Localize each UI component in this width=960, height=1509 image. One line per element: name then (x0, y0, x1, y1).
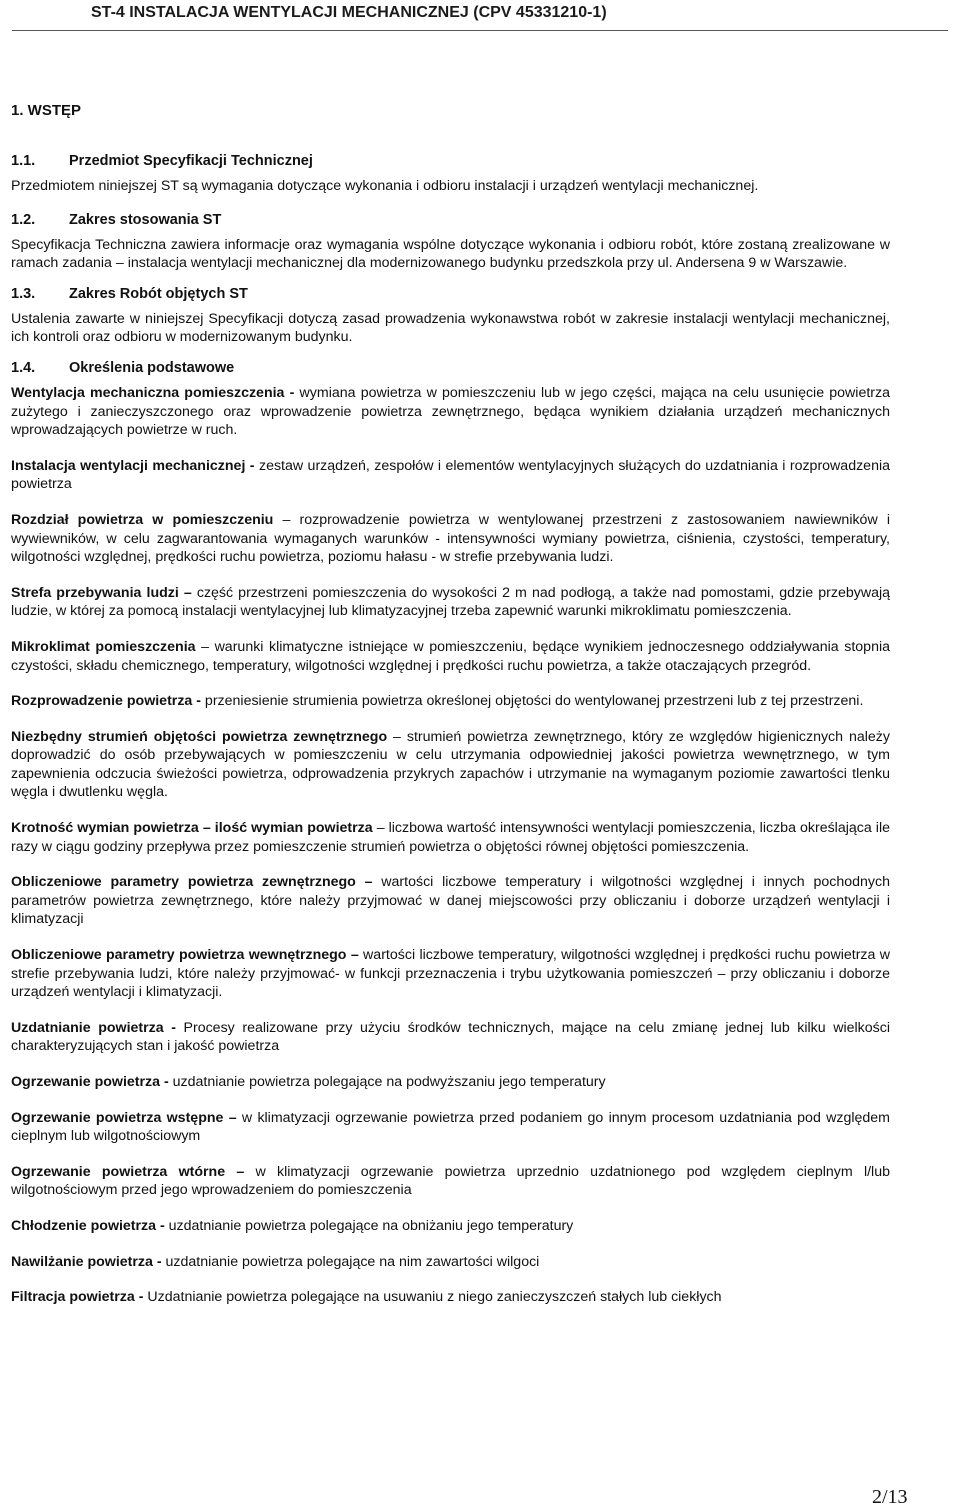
section-heading: 1. WSTĘP (11, 102, 82, 119)
definition-entry (11, 638, 890, 675)
subsection-heading-1-4 (11, 358, 890, 378)
definition-entry (11, 728, 890, 802)
definition-text: uzdatnianie powietrza polegające na nim zawartości wilgoci (161, 1253, 540, 1270)
definition-entry (11, 1019, 890, 1056)
definition-term: Niezbędny strumień objętości powietrza zewnętrznego (11, 728, 388, 745)
definition-text: – strumień powietrza zewnętrznego, który ze względów higienicznych należy doprowadzić do osób przebywających w pomieszczeniu w celu utrzymania odpowiedniej jakości powietrza wewnętrznego, w tym zapewnienia odczucia świeżości powietrza, odprowadzenia przykrych zapachów i utrzymanie na wymaganym poziomie zawartości tlenku węgla i dwutlenku węgla. (11, 728, 890, 801)
definition-term: Filtracja powietrza - (11, 1289, 144, 1306)
subsection-title: Zakres stosowania ST (69, 211, 222, 228)
definition-text: wymiana powietrza w pomieszczeniu lub w jego części, mająca na celu usunięcie powietrza zużytego i zanieczyszczonego oraz wprowadzenie powietrza zewnętrznego, będąca wynikiem działania urządzeń mechanicznych wprowadzających powietrze w ruch. (11, 384, 890, 439)
subsection-paragraph: Ustalenia zawarte w niniejszej Specyfikacji dotyczą zasad prowadzenia wykonawstwa robót w zakresie instalacji wentylacji mechanicznej, ich kontroli oraz odbioru w modernizowanym budynku. (11, 310, 890, 346)
subsection-number: 1.1. (11, 153, 36, 169)
definition-text: część przestrzeni pomieszczenia do wysokości 2 m nad podłogą, a także nad pomostami, gdzie przebywają ludzie, w której za pomocą instalacji wentylacyjnej lub klimatyzacyjnej trzeba zapewnić warunki mikroklimatu pomieszczenia. (11, 584, 890, 620)
definition-entry (11, 819, 890, 856)
definition-term: Nawilżanie powietrza - (11, 1253, 162, 1270)
definition-entry (11, 1073, 890, 1092)
subsection-heading-1-2 (11, 210, 890, 230)
document-title: ST-4 INSTALACJA WENTYLACJI MECHANICZNEJ (CPV 45331210-1) (91, 4, 607, 21)
definition-term: Instalacja wentylacji mechanicznej - (11, 457, 255, 474)
definition-entry (11, 1253, 890, 1272)
subsection-number: 1.2. (11, 211, 36, 228)
definition-text: uzdatnianie powietrza polegające na podwyższaniu jego temperatury (168, 1074, 606, 1090)
definitions-list (11, 384, 890, 1307)
page-header (0, 0, 960, 36)
definition-entry (11, 946, 890, 1002)
subsection-title: Przedmiot Specyfikacji Technicznej (69, 153, 313, 169)
subsection-heading-1-1 (11, 151, 890, 171)
subsection-paragraph: Specyfikacja Techniczna zawiera informacje oraz wymagania wspólne dotyczące wykonania i odbioru robót, które zostaną zrealizowane w ramach zadania – instalacja wentylacji mechanicznej dla modernizowanego budynku przedszkola przy ul. Andersena 9 w Warszawie. (11, 236, 890, 272)
header-divider (12, 30, 948, 31)
subsection-title: Określenia podstawowe (69, 359, 235, 376)
definition-entry (11, 511, 890, 567)
definition-text: zestaw urządzeń, zespołów i elementów wentylacyjnych służących do uzdatniania i rozprowadzenia powietrza (11, 457, 890, 493)
definition-text: uzdatnianie powietrza polegające na obniżaniu jego temperatury (164, 1217, 574, 1234)
definition-text: wartości liczbowe temperatury, wilgotności względnej i prędkości ruchu powietrza w strefie przebywania ludzi, które należy przyjmować- w funkcji przeznaczenia i trybu użytkowania pomieszczeń – przy obliczaniu i doborze urządzeń wentylacji i klimatyzacji. (11, 947, 890, 1001)
definition-entry (11, 1109, 890, 1146)
definition-term: Wentylacja mechaniczna pomieszczenia - (11, 384, 295, 401)
definition-text: w klimatyzacji ogrzewanie powietrza przed podaniem go innym procesom uzdatniania pod względem cieplnym lub wilgotnościowym (11, 1109, 891, 1145)
definition-text: Procesy realizowane przy użyciu środków technicznych, mające na celu zmianę jednej lub kilku wielkości charakteryzujących stan i jakość powietrza (11, 1019, 891, 1055)
definition-term: Uzdatnianie powietrza - (11, 1019, 176, 1036)
definition-term: Chłodzenie powietrza - (11, 1217, 165, 1234)
definition-text: – warunki klimatyczne istniejące w pomieszczeniu, będące wynikiem jednoczesnego oddziaływania stopnia czystości, składu chemicznego, temperatury, wilgotności względnej i prędkości ruchu powietrza, a także otaczających przegród. (11, 638, 891, 674)
definition-term: Ogrzewanie powietrza wtórne – (11, 1163, 245, 1180)
definition-entry (11, 457, 890, 494)
definition-term: Rozprowadzenie powietrza - (11, 693, 201, 710)
definition-text: – liczbowa wartość intensywności wentylacji pomieszczenia, liczba określająca ile razy w ciągu godziny przepływa przez pomieszczenie strumień powietrza o objętości równej objętości pomieszczenia. (11, 820, 890, 855)
definition-term: Ogrzewanie powietrza wstępne – (11, 1109, 237, 1126)
definition-entry (11, 584, 890, 621)
definition-entry (11, 1288, 890, 1307)
definition-entry (11, 692, 890, 711)
subsection-number: 1.3. (11, 285, 36, 302)
definition-entry (11, 384, 890, 440)
definition-term: Rozdział powietrza w pomieszczeniu (11, 511, 274, 528)
definition-term: Krotność wymian powietrza – ilość wymian powietrza (11, 820, 373, 837)
subsection-title: Zakres Robót objętych ST (69, 285, 248, 302)
definition-term: Obliczeniowe parametry powietrza wewnętrznego – (11, 947, 359, 964)
definition-term: Strefa przebywania ludzi – (11, 584, 192, 601)
document-body (11, 101, 890, 1324)
definition-term: Ogrzewanie powietrza - (11, 1074, 169, 1090)
subsection-paragraph: Przedmiotem niniejszej ST są wymagania dotyczące wykonania i odbioru instalacji i urządzeń wentylacji mechanicznej. (11, 178, 759, 194)
subsection-heading-1-3 (11, 284, 890, 304)
definition-entry (11, 1217, 890, 1236)
definition-text: – rozprowadzenie powietrza w wentylowanej przestrzeni z zastosowaniem nawiewników i wywiewników, w celu zagwarantowania wymaganych warunków - intensywności wymiany powietrza, ciśnienia, czystości, temperatury, wilgotności względnej, prędkości ruchu powietrza, poziomu hałasu - w strefie przebywania ludzi. (11, 511, 890, 566)
definition-text: wartości liczbowe temperatury i wilgotności względnej i innych pochodnych parametrów powietrza zewnętrznego, które należy przyjmować w danej miejscowości przy obliczaniu i doborze urządzeń wentylacji i klimatyzacji (11, 874, 890, 928)
definition-text: Uzdatnianie powietrza polegające na usuwaniu z niego zanieczyszczeń stałych lub ciekłych (143, 1289, 722, 1306)
definition-term: Mikroklimat pomieszczenia (11, 638, 196, 655)
definition-entry (11, 1163, 890, 1200)
definition-entry (11, 873, 890, 929)
subsection-number: 1.4. (11, 359, 36, 376)
definition-term: Obliczeniowe parametry powietrza zewnętrznego – (11, 874, 373, 891)
page-number: 2/13 (872, 1486, 908, 1508)
definition-text: w klimatyzacji ogrzewanie powietrza uprzednio uzdatnionego pod względem cieplnym l/lub wilgotnościowym przed jego wprowadzeniem do pomieszczenia (11, 1163, 890, 1199)
definition-text: przeniesienie strumienia powietrza określonej objętości do wentylowanej przestrzeni lub z tej przestrzeni. (200, 693, 864, 710)
